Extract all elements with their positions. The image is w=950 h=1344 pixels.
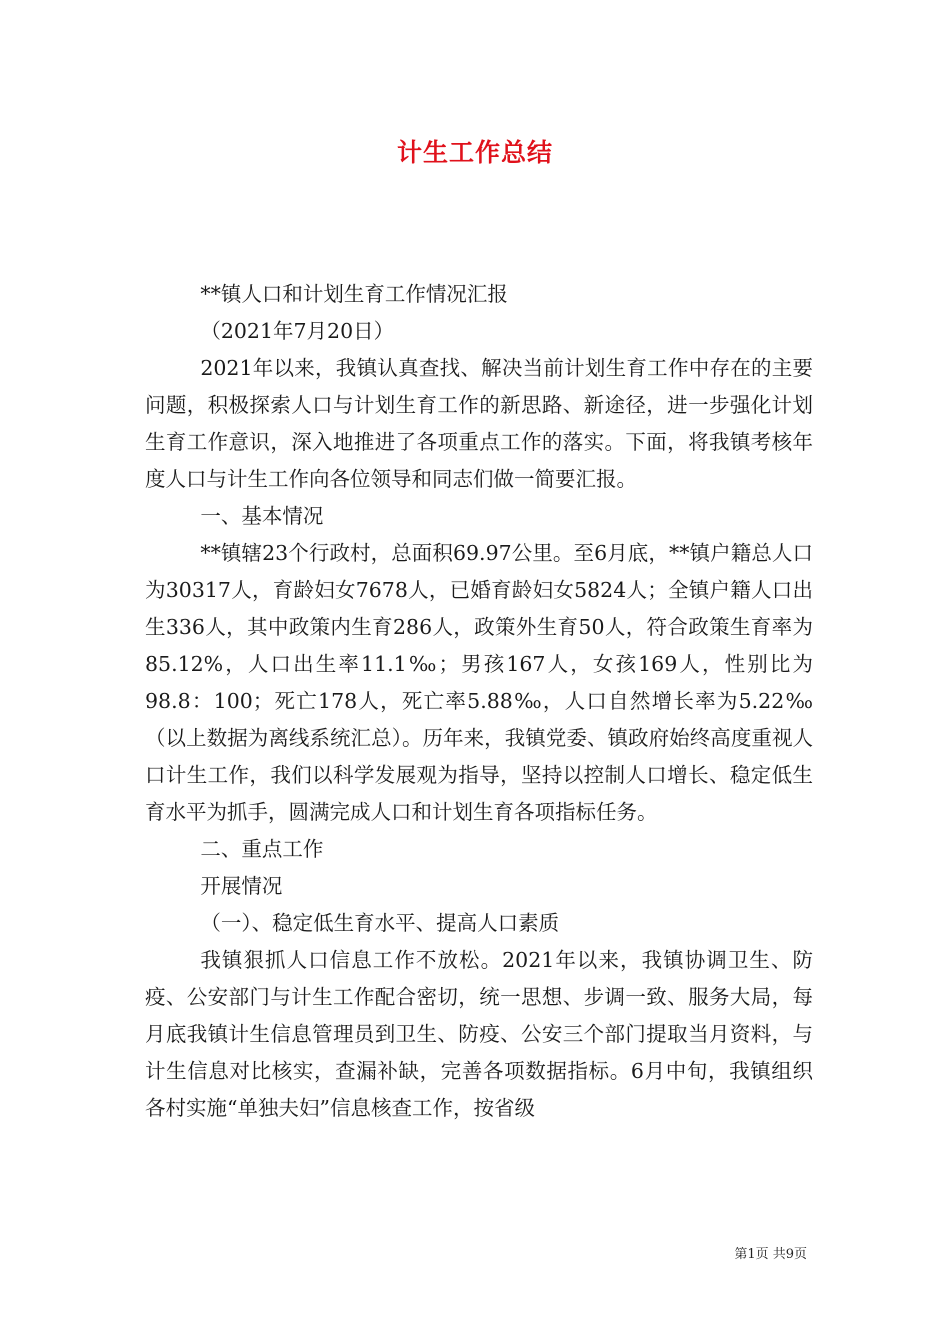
section-heading-key-work: 二、重点工作 <box>200 837 324 861</box>
subsection-heading-1: （一）、稳定低生育水平、提高人口素质 <box>200 911 560 935</box>
section-heading-basic: 一、基本情况 <box>200 504 324 528</box>
page-number-footer: 第1页 共9页 <box>734 1247 807 1262</box>
report-heading: **镇人口和计划生育工作情况汇报 <box>200 282 508 306</box>
document-body <box>145 276 813 1127</box>
page-title: 计生工作总结 <box>396 138 553 167</box>
subsection-paragraph-1: 我镇狠抓人口信息工作不放松。2021年以来，我镇协调卫生、防疫、公安部门与计生工作配合密切，统一思想、步调一致、服务大局，每月底我镇计生信息管理员到卫生、防疫、公安三个部门提取当月资料，与计生信息对比核实，查漏补缺，完善各项数据指标。6月中旬，我镇组织各村实施“单独夫妇”信息核查工作，按省级 <box>145 948 813 1120</box>
section-subheading: 开展情况 <box>200 874 283 898</box>
basic-info-paragraph: **镇辖23个行政村，总面积69.97公里。至6月底，**镇户籍总人口为30317人，育龄妇女7678人，已婚育龄妇女5824人；全镇户籍人口出生336人，其中政策内生育286人，政策外生育50人，符合政策生育率为85.12%，人口出生率11.1‰；男孩167人，女孩169人，性别比为98.8：100；死亡178人，死亡率5.88‰，人口自然增长率为5.22‰（以上数据为离线系统汇总）。历年来，我镇党委、镇政府始终高度重视人口计生工作，我们以科学发展观为指导，坚持以控制人口增长、稳定低生育水平为抓手，圆满完成人口和计划生育各项指标任务。 <box>145 541 813 824</box>
intro-paragraph: 2021年以来，我镇认真查找、解决当前计划生育工作中存在的主要问题，积极探索人口与计划生育工作的新思路、新途径，进一步强化计划生育工作意识，深入地推进了各项重点工作的落实。下面，将我镇考核年度人口与计生工作向各位领导和同志们做一简要汇报。 <box>145 356 813 491</box>
report-date: （2021年7月20日） <box>200 319 395 343</box>
